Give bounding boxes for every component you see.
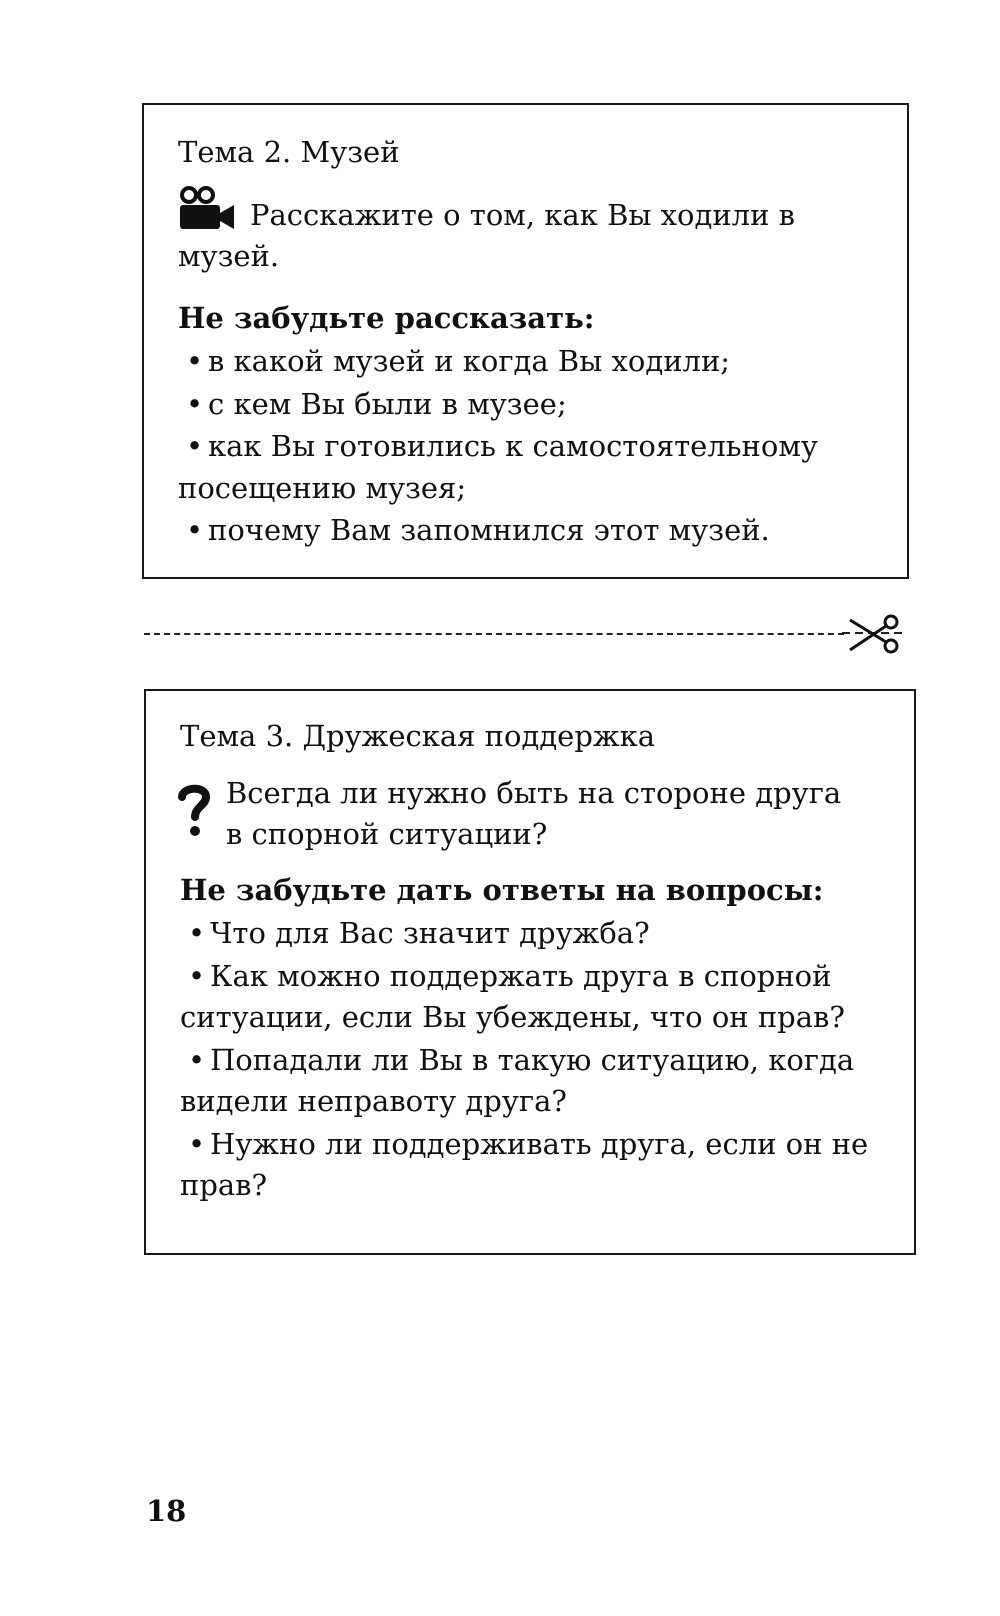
task-prompt: Всегда ли нужно быть на стороне друга в спорной ситуации? <box>226 776 842 851</box>
remember-heading: Не забудьте дать ответы на вопросы: <box>180 873 824 907</box>
list-item: • как Вы готовились к самостоятельному посещению музея; <box>178 429 818 505</box>
task-prompt: Расскажите о том, как Вы ходили в музей. <box>178 198 795 273</box>
bullet-list <box>178 341 898 553</box>
cut-line <box>144 633 844 635</box>
question-mark-icon <box>176 783 212 837</box>
list-item: • в какой музей и когда Вы ходили; <box>186 344 731 378</box>
list-item: • Как можно поддержать друга в спорной ситуации, если Вы убеждены, что он прав? <box>180 958 845 1034</box>
list-item: • Попадали ли Вы в такую ситуацию, когда видели неправоту друга? <box>180 1042 855 1118</box>
list-item: • Нужно ли поддерживать друга, если он не прав? <box>180 1126 869 1202</box>
bullet-list <box>180 913 910 1208</box>
topic-title: Тема 2. Музей <box>178 135 400 169</box>
list-item: • почему Вам запомнился этот музей. <box>186 513 770 547</box>
list-item: • с кем Вы были в музее; <box>186 386 567 421</box>
list-item: • Что для Вас значит дружба? <box>188 916 650 950</box>
scissors-icon <box>842 610 904 660</box>
page-number: 18 <box>146 1494 187 1528</box>
topic-card-friendship <box>144 689 916 1255</box>
topic-card-museum <box>142 103 909 579</box>
topic-title: Тема 3. Дружеская поддержка <box>180 719 655 753</box>
remember-heading: Не забудьте рассказать: <box>178 301 595 335</box>
